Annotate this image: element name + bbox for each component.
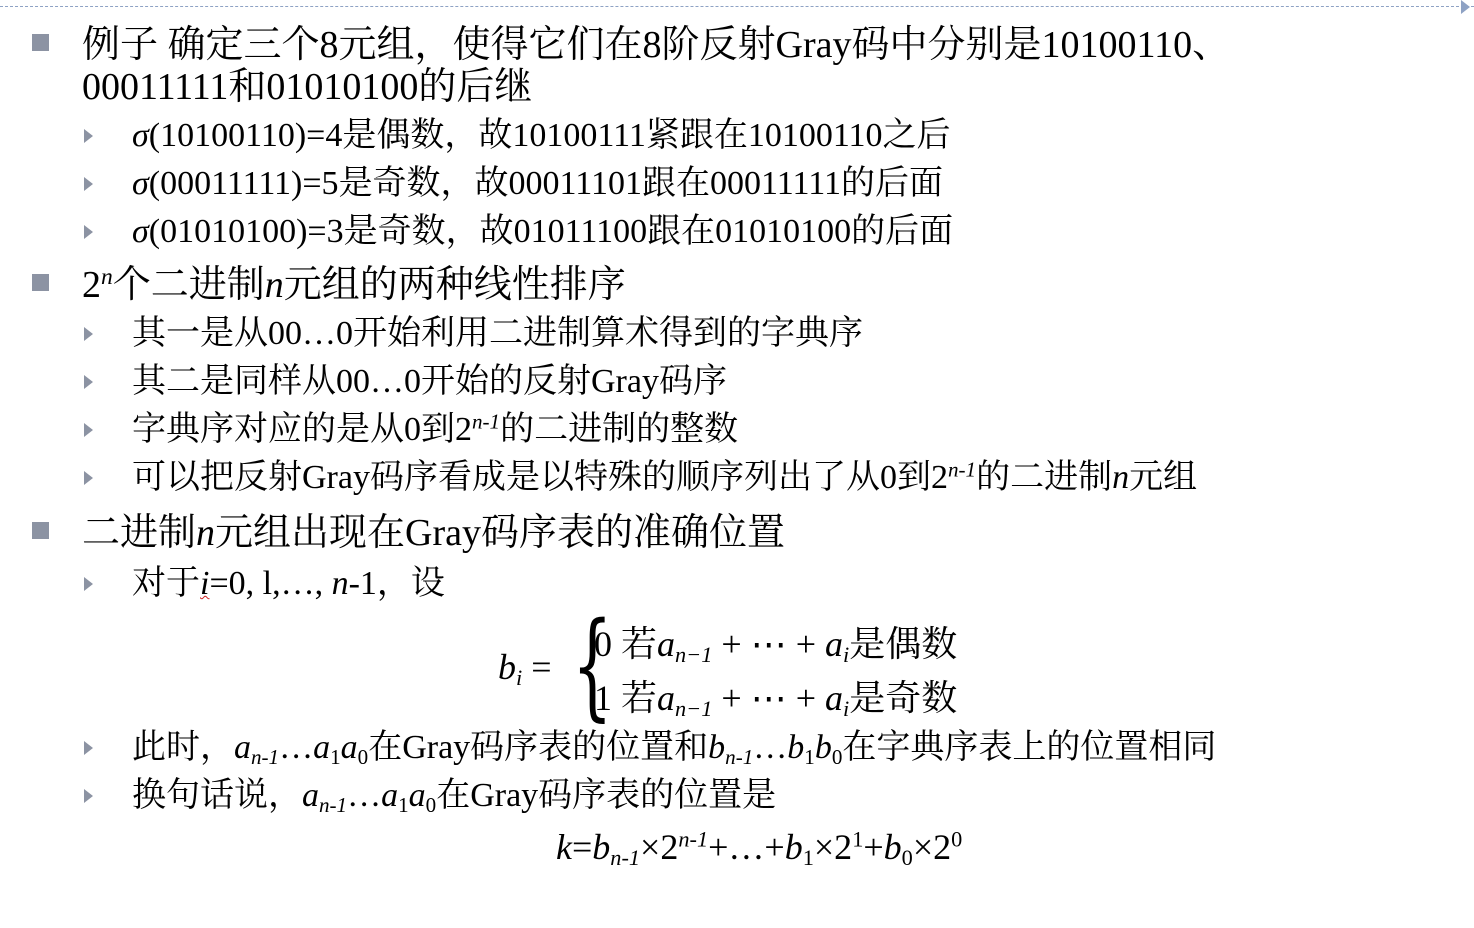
formula-case-even: 0 若$a_{n-1}$ + ⋯ + $a_i$是偶数 [594, 624, 958, 668]
position-then [132, 728, 1216, 768]
example-line1: 确定三个8元组，使得它们在8阶反射Gray码中分别是10100110、 [167, 24, 1231, 66]
triangle-bullet-icon [84, 741, 93, 755]
triangle-bullet-icon [84, 129, 93, 143]
then-mid: 在Gray码序表的位置和 [368, 729, 709, 766]
slide-top-rule [0, 6, 1474, 7]
sequence-a: $a_{n-1}\dots a_1a_0$ [302, 777, 437, 817]
triangle-bullet-icon [84, 327, 93, 341]
var-n: n [264, 264, 284, 306]
var-n: n [1112, 459, 1130, 496]
example-line2: 00011111和01010100的后继 [82, 66, 533, 108]
restate-pre: 换句话说， [132, 777, 302, 814]
sigma-symbol: σ [132, 213, 149, 250]
example-item-1 [132, 116, 951, 156]
setup-mid: =0, l,…, [209, 565, 332, 602]
item-text: 其一是从00…0开始利用二进制算术得到的字典序 [132, 315, 863, 352]
ordering-item-2 [132, 362, 727, 402]
then-post: 在字典序表上的位置相同 [842, 729, 1217, 766]
setup-pre: 对于 [132, 565, 200, 602]
triangle-bullet-icon [84, 225, 93, 239]
square-bullet-icon [32, 274, 49, 291]
base-two: 2 [82, 264, 101, 306]
sigma-arg: (00011111)=5 [148, 165, 339, 202]
item-text: 是奇数，故01011100跟在01010100的后面 [343, 213, 954, 250]
sigma-symbol: σ [132, 117, 149, 154]
example-item-3 [132, 212, 953, 252]
item-text-mid: 的二进制 [976, 459, 1113, 496]
var-n: n [196, 512, 216, 554]
left-brace-icon: { [572, 598, 613, 733]
position-formula: $k=b_{n-1}\times 2^{n-1}+\dots+b_1\times 2^1+b_0\times 2^0$ [556, 826, 963, 871]
item-text: 字典序对应的是从0到2 [132, 411, 472, 448]
heading-mid: 个二进制 [112, 264, 265, 306]
position-restate [132, 776, 776, 816]
exponent: n-1 [472, 409, 501, 434]
triangle-bullet-icon [84, 177, 93, 191]
sigma-arg: (01010100)=3 [148, 213, 344, 250]
item-text: 是偶数，故10100111紧跟在10100110之后 [342, 117, 951, 154]
sequence-b: $b_{n-1}\dots b_1b_0$ [708, 729, 843, 769]
item-text: 可以把反射Gray码序看成是以特殊的顺序列出了从0到2 [132, 459, 948, 496]
ordering-item-1 [132, 314, 863, 354]
sequence-a: $a_{n-1}\dots a_1a_0$ [234, 729, 369, 769]
var-i: i [200, 565, 210, 602]
sigma-symbol: σ [132, 165, 149, 202]
triangle-bullet-icon [84, 577, 93, 591]
heading-b: 元组出现在Gray码序表的准确位置 [215, 512, 785, 554]
bullet-orderings [82, 264, 626, 306]
setup-post: -1，设 [348, 565, 445, 602]
position-setup [132, 564, 445, 604]
bullet-example [82, 24, 1230, 108]
triangle-bullet-icon [84, 375, 93, 389]
ordering-item-4 [132, 458, 1197, 498]
var-n: n [331, 565, 349, 602]
restate-post: 在Gray码序表的位置是 [436, 777, 777, 814]
triangle-bullet-icon [84, 789, 93, 803]
exponent-n: n [101, 264, 113, 291]
triangle-bullet-icon [84, 471, 93, 485]
formula-lhs: $b_i$ = [498, 647, 552, 691]
triangle-bullet-icon [84, 423, 93, 437]
corner-triangle-icon [1461, 0, 1470, 14]
heading-tail: 元组的两种线性排序 [283, 264, 626, 306]
sigma-arg: (10100110)=4 [148, 117, 343, 154]
item-text: 是奇数，故00011101跟在00011111的后面 [338, 165, 943, 202]
example-label: 例子 [82, 24, 159, 66]
formula-case-odd: 1 若$a_{n-1}$ + ⋯ + $a_i$是奇数 [594, 678, 958, 722]
piecewise-formula [498, 598, 1018, 733]
item-text-tail: 的二进制的整数 [500, 411, 739, 448]
then-pre: 此时， [132, 729, 234, 766]
item-text: 其二是同样从00…0开始的反射Gray码序 [132, 363, 727, 400]
exponent: n-1 [947, 457, 977, 482]
item-text-tail: 元组 [1129, 459, 1198, 496]
square-bullet-icon [32, 522, 49, 539]
example-item-2 [132, 164, 943, 204]
ordering-item-3 [132, 410, 738, 450]
square-bullet-icon [32, 34, 49, 51]
heading-a: 二进制 [82, 512, 197, 554]
bullet-position [82, 512, 785, 554]
